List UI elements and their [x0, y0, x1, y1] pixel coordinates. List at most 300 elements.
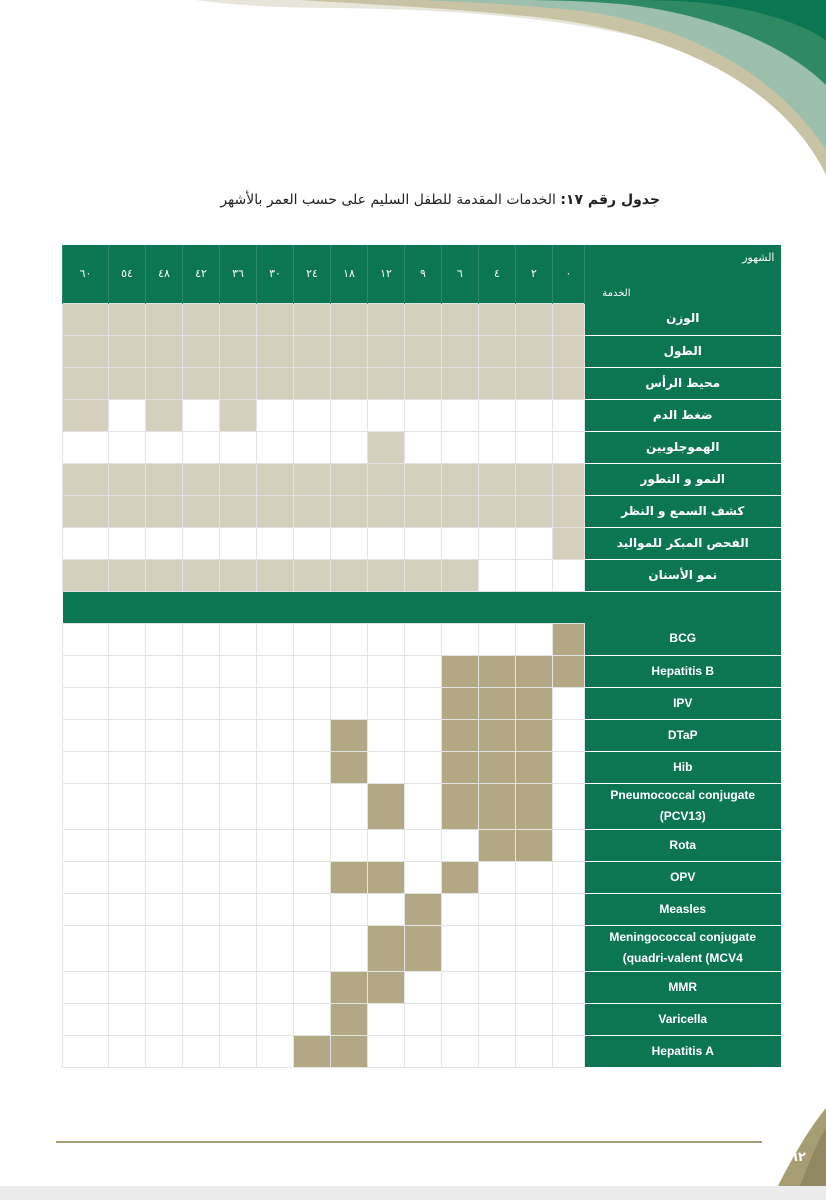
- schedule-cell: [146, 687, 183, 719]
- schedule-cell: [220, 527, 257, 559]
- schedule-cell: [294, 623, 331, 655]
- schedule-cell: [109, 751, 146, 783]
- schedule-cell: [257, 655, 294, 687]
- schedule-cell: [146, 623, 183, 655]
- schedule-cell: [220, 399, 257, 431]
- schedule-cell: [405, 1035, 442, 1067]
- page-number: ٦٢: [790, 1150, 806, 1165]
- month-header: ٢٤: [294, 245, 331, 303]
- vaccine-row: [63, 1003, 781, 1035]
- schedule-cell: [109, 861, 146, 893]
- schedule-cell: [257, 925, 294, 971]
- label-line: DTaP: [667, 727, 698, 742]
- schedule-cell: [63, 303, 109, 335]
- schedule-cell: [479, 431, 516, 463]
- schedule-cell: [146, 367, 183, 399]
- schedule-cell: [331, 751, 368, 783]
- schedule-cell: [516, 687, 553, 719]
- schedule-cell: [516, 971, 553, 1003]
- schedule-cell: [109, 893, 146, 925]
- schedule-cell: [479, 623, 516, 655]
- schedule-cell: [63, 559, 109, 591]
- schedule-cell: [63, 399, 109, 431]
- schedule-cell: [109, 335, 146, 367]
- schedule-cell: [331, 335, 368, 367]
- schedule-cell: [553, 623, 585, 655]
- vaccine-label: [585, 1035, 781, 1067]
- schedule-cell: [368, 687, 405, 719]
- schedule-cell: [294, 367, 331, 399]
- schedule-cell: [516, 751, 553, 783]
- schedule-cell: [146, 303, 183, 335]
- schedule-cell: [368, 1035, 405, 1067]
- schedule-cell: [109, 527, 146, 559]
- schedule-cell: [294, 687, 331, 719]
- schedule-cell: [63, 971, 109, 1003]
- schedule-cell: [479, 367, 516, 399]
- schedule-cell: [257, 861, 294, 893]
- label-line: Hib: [673, 759, 693, 774]
- schedule-cell: [63, 719, 109, 751]
- schedule-cell: [479, 335, 516, 367]
- schedule-cell: [109, 829, 146, 861]
- vaccine-row: [63, 1035, 781, 1067]
- month-header: ٦٠: [63, 245, 109, 303]
- schedule-cell: [331, 623, 368, 655]
- schedule-cell: [220, 751, 257, 783]
- schedule-cell: [220, 495, 257, 527]
- schedule-cell: [368, 861, 405, 893]
- schedule-cell: [442, 1003, 479, 1035]
- vaccine-label: [585, 829, 781, 861]
- schedule-cell: [516, 655, 553, 687]
- schedule-cell: [146, 829, 183, 861]
- schedule-cell: [553, 335, 585, 367]
- schedule-cell: [405, 431, 442, 463]
- schedule-cell: [220, 719, 257, 751]
- schedule-cell: [294, 783, 331, 829]
- schedule-cell: [294, 431, 331, 463]
- month-header: ٩: [405, 245, 442, 303]
- schedule-cell: [368, 623, 405, 655]
- schedule-cell: [63, 495, 109, 527]
- schedule-cell: [257, 495, 294, 527]
- vaccine-row: [63, 925, 781, 971]
- schedule-cell: [63, 1003, 109, 1035]
- screening-label: النمو و التطور: [585, 463, 781, 495]
- schedule-cell: [331, 1003, 368, 1035]
- schedule-cell: [220, 303, 257, 335]
- schedule-cell: [368, 367, 405, 399]
- schedule-cell: [442, 623, 479, 655]
- screening-label: الطول: [585, 335, 781, 367]
- schedule-cell: [553, 687, 585, 719]
- schedule-cell: [146, 783, 183, 829]
- corner-header: [585, 245, 781, 303]
- schedule-cell: [368, 431, 405, 463]
- schedule-cell: [516, 893, 553, 925]
- schedule-cell: [220, 1035, 257, 1067]
- schedule-cell: [183, 367, 220, 399]
- schedule-cell: [516, 303, 553, 335]
- screening-row: [63, 495, 781, 527]
- schedule-cell: [257, 783, 294, 829]
- schedule-cell: [257, 1035, 294, 1067]
- header-decoration: [0, 0, 826, 200]
- schedule-cell: [442, 367, 479, 399]
- schedule-cell: [553, 399, 585, 431]
- schedule-cell: [220, 893, 257, 925]
- schedule-cell: [405, 463, 442, 495]
- schedule-cell: [294, 1003, 331, 1035]
- screening-row: [63, 559, 781, 591]
- schedule-cell: [257, 463, 294, 495]
- schedule-cell: [183, 687, 220, 719]
- schedule-cell: [257, 971, 294, 1003]
- vaccine-label: [585, 655, 781, 687]
- schedule-cell: [442, 559, 479, 591]
- schedule-cell: [368, 559, 405, 591]
- schedule-cell: [63, 687, 109, 719]
- schedule-cell: [183, 399, 220, 431]
- vaccine-row: [63, 829, 781, 861]
- schedule-cell: [63, 925, 109, 971]
- schedule-cell: [63, 829, 109, 861]
- schedule-cell: [442, 687, 479, 719]
- service-axis-label: الخدمة: [602, 288, 631, 299]
- schedule-cell: [294, 559, 331, 591]
- schedule-cell: [257, 335, 294, 367]
- schedule-cell: [442, 893, 479, 925]
- schedule-cell: [220, 861, 257, 893]
- schedule-cell: [553, 495, 585, 527]
- schedule-cell: [63, 367, 109, 399]
- schedule-cell: [294, 893, 331, 925]
- schedule-cell: [257, 431, 294, 463]
- schedule-cell: [146, 335, 183, 367]
- schedule-cell: [368, 719, 405, 751]
- schedule-cell: [257, 559, 294, 591]
- schedule-cell: [257, 527, 294, 559]
- schedule-cell: [109, 925, 146, 971]
- schedule-cell: [405, 655, 442, 687]
- schedule-cell: [146, 431, 183, 463]
- schedule-cell: [109, 687, 146, 719]
- schedule-cell: [146, 527, 183, 559]
- schedule-cell: [553, 431, 585, 463]
- vaccine-label: [585, 623, 781, 655]
- schedule-cell: [294, 303, 331, 335]
- schedule-cell: [368, 303, 405, 335]
- schedule-cell: [516, 399, 553, 431]
- month-header: ٠: [553, 245, 585, 303]
- caption-text: الخدمات المقدمة للطفل السليم على حسب العمر بالأشهر: [220, 192, 556, 208]
- schedule-cell: [294, 971, 331, 1003]
- schedule-cell: [183, 829, 220, 861]
- schedule-cell: [331, 925, 368, 971]
- schedule-cell: [63, 463, 109, 495]
- schedule-cell: [479, 495, 516, 527]
- schedule-cell: [183, 623, 220, 655]
- schedule-cell: [294, 399, 331, 431]
- vaccine-row: [63, 893, 781, 925]
- schedule-cell: [63, 431, 109, 463]
- schedule-cell: [146, 893, 183, 925]
- schedule-cell: [516, 829, 553, 861]
- schedule-cell: [146, 925, 183, 971]
- schedule-cell: [553, 719, 585, 751]
- schedule-cell: [220, 1003, 257, 1035]
- schedule-cell: [63, 751, 109, 783]
- label-line: BCG: [669, 631, 697, 646]
- schedule-cell: [368, 655, 405, 687]
- schedule-cell: [553, 1035, 585, 1067]
- schedule-cell: [442, 719, 479, 751]
- schedule-cell: [553, 367, 585, 399]
- schedule-cell: [405, 367, 442, 399]
- schedule-cell: [405, 893, 442, 925]
- schedule-cell: [257, 893, 294, 925]
- schedule-cell: [553, 527, 585, 559]
- schedule-cell: [405, 829, 442, 861]
- schedule-cell: [257, 751, 294, 783]
- screening-label: الفحص المبكر للمواليد: [585, 527, 781, 559]
- table-caption: [160, 192, 660, 208]
- vaccine-row: [63, 719, 781, 751]
- schedule-cell: [553, 463, 585, 495]
- label-line: Varicella: [658, 1011, 708, 1026]
- schedule-cell: [442, 971, 479, 1003]
- schedule-cell: [331, 303, 368, 335]
- schedule-cell: [183, 1035, 220, 1067]
- schedule-cell: [479, 1035, 516, 1067]
- schedule-cell: [183, 893, 220, 925]
- month-header: ٢: [516, 245, 553, 303]
- schedule-cell: [146, 655, 183, 687]
- schedule-cell: [294, 527, 331, 559]
- schedule-cell: [183, 431, 220, 463]
- schedule-cell: [294, 861, 331, 893]
- schedule-cell: [294, 463, 331, 495]
- schedule-cell: [257, 719, 294, 751]
- schedule-cell: [553, 751, 585, 783]
- schedule-cell: [368, 495, 405, 527]
- schedule-cell: [183, 495, 220, 527]
- month-header: ٣٠: [257, 245, 294, 303]
- schedule-cell: [331, 399, 368, 431]
- schedule-cell: [183, 925, 220, 971]
- schedule-cell: [442, 527, 479, 559]
- schedule-cell: [479, 783, 516, 829]
- schedule-cell: [63, 527, 109, 559]
- schedule-cell: [220, 971, 257, 1003]
- schedule-cell: [553, 925, 585, 971]
- schedule-cell: [553, 655, 585, 687]
- vaccine-label: [585, 719, 781, 751]
- schedule-cell: [516, 925, 553, 971]
- label-line: Measles: [659, 901, 707, 916]
- label-line: (quadri-valent (MCV4: [622, 951, 743, 965]
- schedule-cell: [109, 495, 146, 527]
- schedule-cell: [479, 861, 516, 893]
- screening-row: [63, 463, 781, 495]
- schedule-cell: [183, 1003, 220, 1035]
- schedule-cell: [220, 463, 257, 495]
- schedule-cell: [405, 623, 442, 655]
- month-header: ٦: [442, 245, 479, 303]
- screening-row: [63, 335, 781, 367]
- screening-label: ضغط الدم: [585, 399, 781, 431]
- schedule-cell: [63, 893, 109, 925]
- vaccine-row: [63, 751, 781, 783]
- schedule-cell: [405, 687, 442, 719]
- schedule-cell: [63, 861, 109, 893]
- label-line: Rota: [669, 837, 697, 852]
- vaccine-label: [585, 893, 781, 925]
- schedule-cell: [146, 861, 183, 893]
- schedule-cell: [479, 719, 516, 751]
- schedule-cell: [442, 399, 479, 431]
- schedule-cell: [331, 893, 368, 925]
- schedule-cell: [479, 971, 516, 1003]
- schedule-cell: [442, 829, 479, 861]
- schedule-cell: [516, 1035, 553, 1067]
- schedule-cell: [368, 527, 405, 559]
- screening-label: كشف السمع و النظر: [585, 495, 781, 527]
- caption-prefix: جدول رقم ١٧:: [560, 192, 660, 208]
- schedule-cell: [516, 431, 553, 463]
- schedule-cell: [183, 303, 220, 335]
- schedule-cell: [146, 1035, 183, 1067]
- schedule-cell: [479, 399, 516, 431]
- schedule-cell: [442, 861, 479, 893]
- schedule-cell: [479, 687, 516, 719]
- schedule-cell: [368, 335, 405, 367]
- schedule-cell: [146, 719, 183, 751]
- schedule-cell: [479, 1003, 516, 1035]
- schedule-cell: [405, 783, 442, 829]
- vaccine-label: [585, 687, 781, 719]
- schedule-cell: [63, 655, 109, 687]
- schedule-cell: [442, 751, 479, 783]
- schedule-cell: [331, 655, 368, 687]
- schedule-cell: [183, 559, 220, 591]
- schedule-cell: [294, 1035, 331, 1067]
- schedule-cell: [146, 751, 183, 783]
- schedule-cell: [257, 1003, 294, 1035]
- schedule-cell: [368, 463, 405, 495]
- screening-row: [63, 399, 781, 431]
- schedule-cell: [294, 925, 331, 971]
- schedule-cell: [368, 893, 405, 925]
- label-line: Pneumococcal conjugate: [610, 788, 756, 802]
- schedule-cell: [368, 783, 405, 829]
- schedule-cell: [516, 1003, 553, 1035]
- schedule-cell: [183, 751, 220, 783]
- label-line: Hepatitis A: [651, 1043, 714, 1058]
- schedule-cell: [368, 399, 405, 431]
- schedule-cell: [257, 303, 294, 335]
- schedule-cell: [109, 303, 146, 335]
- schedule-cell: [220, 655, 257, 687]
- schedule-cell: [516, 559, 553, 591]
- schedule-cell: [405, 495, 442, 527]
- schedule-cell: [220, 925, 257, 971]
- vaccine-label: [585, 971, 781, 1003]
- schedule-cell: [405, 971, 442, 1003]
- schedule-cell: [442, 783, 479, 829]
- schedule-cell: [479, 829, 516, 861]
- month-header: ١٢: [368, 245, 405, 303]
- schedule-cell: [146, 971, 183, 1003]
- schedule-cell: [63, 335, 109, 367]
- schedule-cell: [183, 861, 220, 893]
- schedule-cell: [183, 527, 220, 559]
- schedule-cell: [220, 687, 257, 719]
- schedule-cell: [553, 303, 585, 335]
- schedule-cell: [294, 751, 331, 783]
- label-line: (PCV13): [659, 809, 706, 823]
- schedule-cell: [553, 559, 585, 591]
- schedule-cell: [183, 971, 220, 1003]
- schedule-cell: [516, 719, 553, 751]
- month-header: ٤٨: [146, 245, 183, 303]
- vaccine-row: [63, 783, 781, 829]
- schedule-cell: [109, 719, 146, 751]
- schedule-cell: [146, 399, 183, 431]
- schedule-cell: [405, 861, 442, 893]
- schedule-cell: [109, 1035, 146, 1067]
- schedule-cell: [479, 303, 516, 335]
- schedule-cell: [146, 559, 183, 591]
- schedule-cell: [146, 463, 183, 495]
- vaccine-label: [585, 861, 781, 893]
- vaccine-label: [585, 925, 781, 971]
- schedule-cell: [220, 783, 257, 829]
- label-line: Meningococcal conjugate: [609, 930, 757, 944]
- schedule-cell: [220, 431, 257, 463]
- schedule-cell: [331, 783, 368, 829]
- schedule-cell: [553, 829, 585, 861]
- schedule-cell: [183, 719, 220, 751]
- vaccine-row: [63, 687, 781, 719]
- vaccine-row: [63, 971, 781, 1003]
- schedule-cell: [405, 399, 442, 431]
- schedule-table: [62, 245, 781, 1068]
- schedule-cell: [442, 335, 479, 367]
- months-axis-label: الشهور: [742, 251, 775, 264]
- schedule-cell: [553, 1003, 585, 1035]
- screening-label: محيط الرأس: [585, 367, 781, 399]
- schedule-cell: [442, 495, 479, 527]
- schedule-cell: [220, 829, 257, 861]
- schedule-cell: [553, 783, 585, 829]
- schedule-cell: [405, 751, 442, 783]
- schedule-cell: [553, 893, 585, 925]
- schedule-cell: [331, 861, 368, 893]
- schedule-cell: [516, 335, 553, 367]
- vaccine-row: [63, 623, 781, 655]
- schedule-cell: [516, 463, 553, 495]
- schedule-cell: [109, 399, 146, 431]
- schedule-cell: [442, 463, 479, 495]
- schedule-cell: [479, 559, 516, 591]
- schedule-cell: [368, 751, 405, 783]
- schedule-cell: [553, 861, 585, 893]
- schedule-cell: [109, 463, 146, 495]
- schedule-cell: [146, 495, 183, 527]
- label-line: OPV: [670, 869, 696, 884]
